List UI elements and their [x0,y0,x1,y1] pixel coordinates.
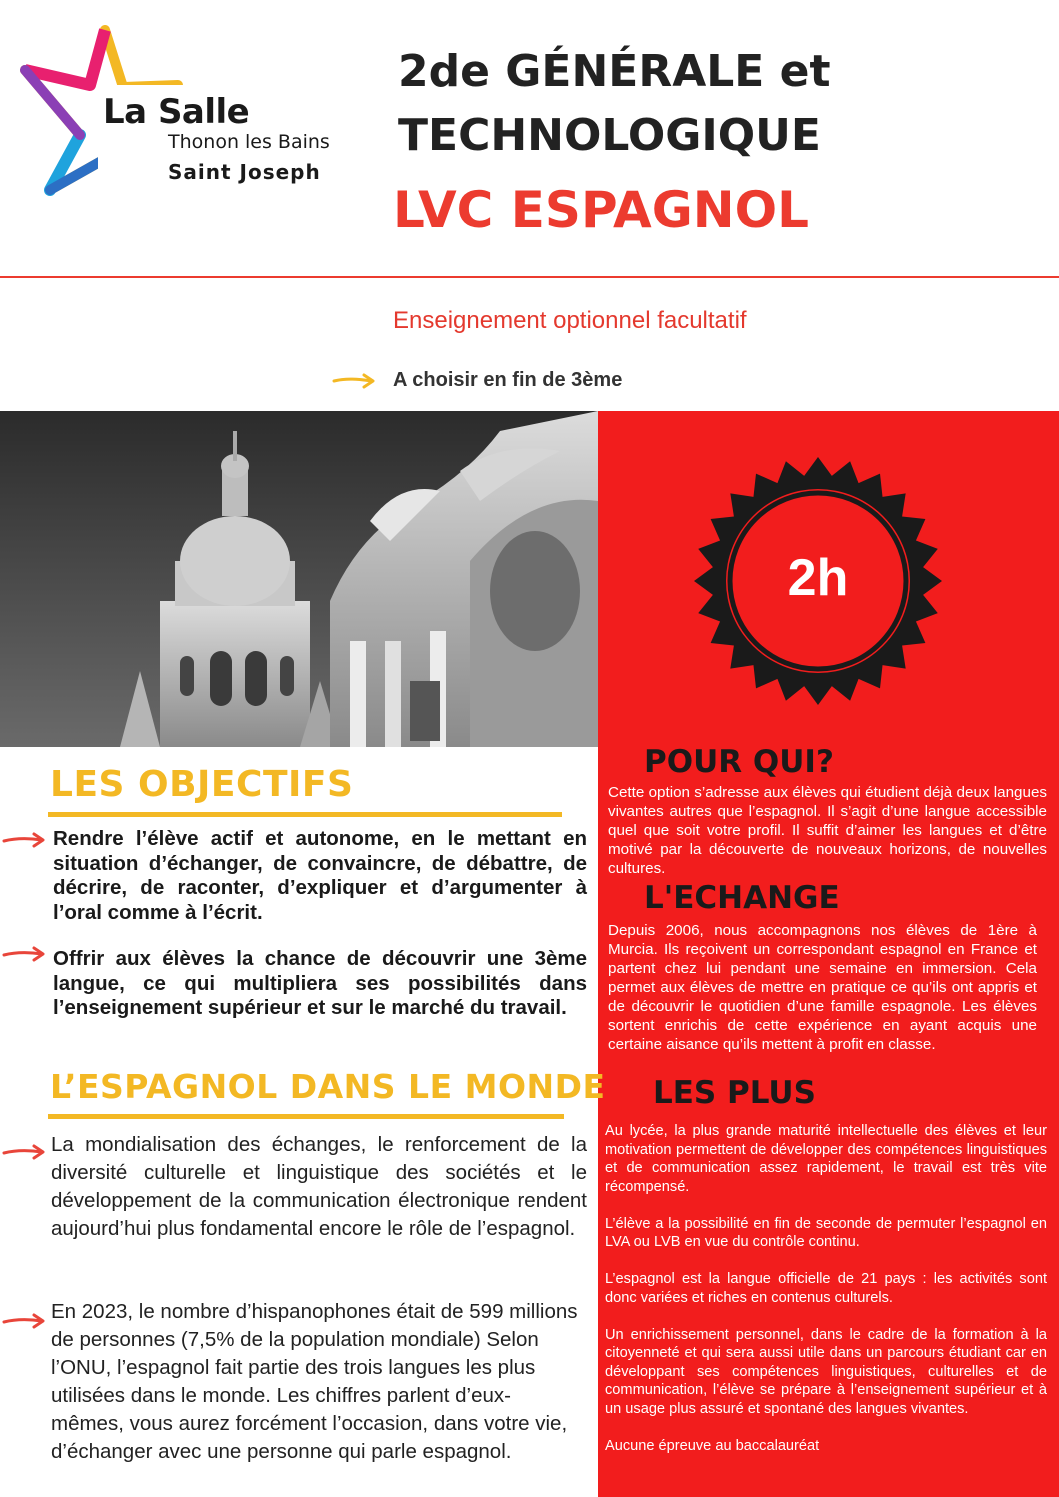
objectif-item: Rendre l’élève actif et autonome, en le mettant en situation d’échanger, de convaincre, de débattre, de décrire, de raconter, d’expliquer et d’argumenter à l’oral comme à l’écrit. [53,827,587,924]
arrow-right-icon [332,373,376,389]
plus-text [605,1122,1047,1474]
objectifs-underline [48,812,562,817]
badge-hours: 2h [787,549,849,607]
title-line-2: TECHNOLOGIQUE [398,110,821,161]
echange-text: Depuis 2006, nous accompagnons nos élèves de 1ère à Murcia. Ils reçoivent un correspondant espagnol en France et partent chez lui pendant une semaine en immersion. Cela permet aux élèves de mettre en pratique ce qu’ils ont appris et de découvrir le quotidien d’une famille espagnole. Les élèves sortent enrichis de cette expérience en ayant acquis une certaine aisance qu’ils mettent à profit en classe. [608,922,1037,1053]
plus-paragraph: Au lycée, la plus grande maturité intellectuelle des élèves et leur motivation permettent de développer des compétences linguistiques et de communication assez rapidement, le travail est très vite récompensé. [605,1123,1047,1195]
plus-paragraph: Aucune épreuve au baccalauréat [605,1437,820,1454]
arrow-right-icon [2,1144,46,1160]
plus-title: LES PLUS [653,1075,816,1111]
choice-text: A choisir en fin de 3ème [393,369,623,391]
logo-city: Thonon les Bains [168,131,330,153]
subtitle: Enseignement optionnel facultatif [393,307,747,334]
echange-title: L'ECHANGE [644,880,840,916]
title-line-1: 2de GÉNÉRALE et [398,46,831,97]
logo-saint: Saint Joseph [168,160,321,184]
pour-qui-title: POUR QUI? [644,744,834,780]
monde-title: L’ESPAGNOL DANS LE MONDE [50,1067,606,1106]
objectifs-title: LES OBJECTIFS [50,764,354,805]
monde-paragraph: En 2023, le nombre d’hispanophones était de 599 millions de personnes (7,5% de la population mondiale) Selon l’ONU, l’espagnol fait partie des trois langues les plus utilisées dans le monde. Les chiffres parlent d’eux-mêmes, vous aurez forcément l’occasion, dans votre vie, d’échanger avec une personne qui parle espagnol. [51,1300,578,1463]
pour-qui-text: Cette option s’adresse aux élèves qui étudient déjà deux langues vivantes autres que l’espagnol. Il s’agit d’une langue accessible quel que soit votre profil. Il suffit d’aimer les langues et d’être motivé par la découverte de nouveaux horizons, de nouvelles cultures. [608,784,1047,877]
objectif-item: Offrir aux élèves la chance de découvrir une 3ème langue, ce qui multipliera ses possibilités dans l’enseignement supérieur et sur le marché du travail. [53,947,587,1019]
plus-paragraph: L’espagnol est la langue officielle de 21 pays : les activités sont donc variées et riches en contenus culturels. [605,1271,1047,1306]
arrow-right-icon [2,1313,46,1329]
title-lvc: LVC ESPAGNOL [393,181,809,239]
cathedral-photo [0,411,598,747]
plus-paragraph: L’élève a la possibilité en fin de seconde de permuter l’espagnol en LVA ou LVB en vue du contrôle continu. [605,1215,1047,1250]
plus-paragraph: Un enrichissement personnel, dans le cadre de la formation à la citoyenneté et qui sera aussi utile dans un parcours étudiant car en développant ses compétences linguistiques, culturelles et de communication, l’élève se prépare à l’enseignement supérieur et à un usage plus assuré et spontané des langues vivantes. [605,1326,1047,1417]
logo-name: La Salle [103,92,250,132]
monde-paragraph: La mondialisation des échanges, le renforcement de la diversité culturelle et linguistique des sociétés et le développement de la communication électronique rendent aujourd’hui plus fondamental encore le rôle de l’espagnol. [51,1133,587,1240]
arrow-right-icon [2,832,46,848]
header-rule [0,276,1059,278]
monde-underline [48,1114,564,1119]
arrow-right-icon [2,946,46,962]
